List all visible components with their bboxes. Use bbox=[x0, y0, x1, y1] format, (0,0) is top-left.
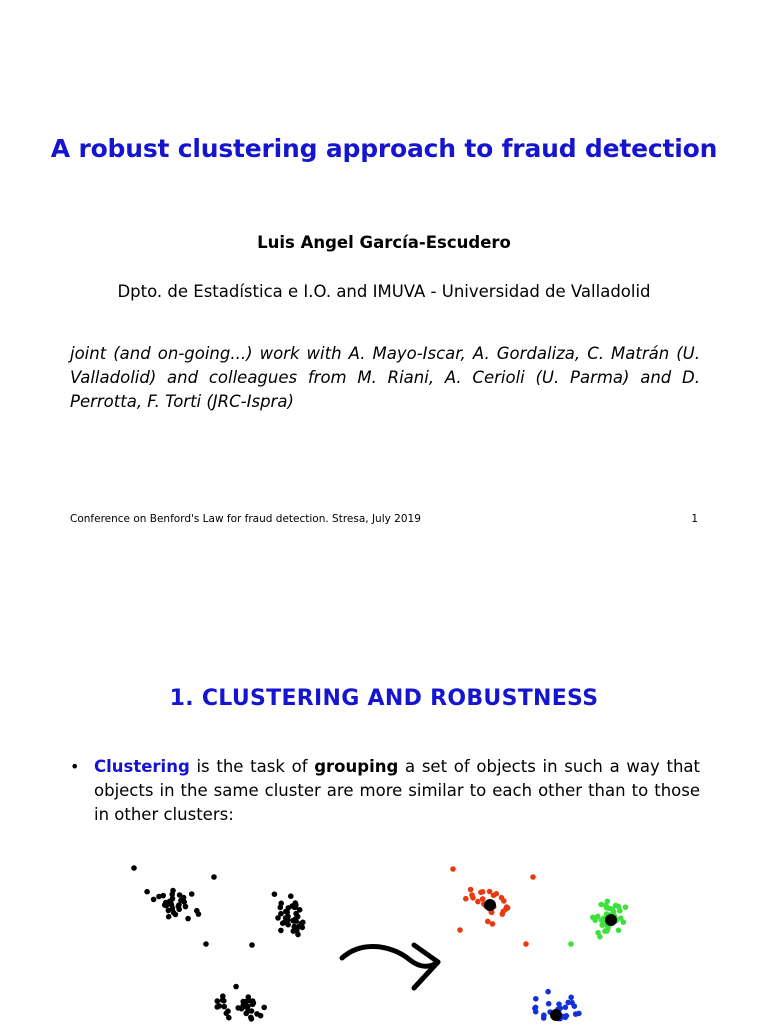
scatter-point bbox=[490, 921, 496, 927]
scatter-point bbox=[546, 1001, 552, 1007]
scatter-point bbox=[590, 915, 596, 921]
scatter-point bbox=[469, 892, 475, 898]
scatter-point bbox=[249, 1008, 255, 1014]
scatter-point bbox=[563, 1015, 569, 1021]
scatter-point bbox=[285, 922, 291, 928]
scatter-point bbox=[222, 1004, 228, 1010]
collaborators-note: joint (and on-going...) work with A. Mayo-Iscar, A. Gordaliza, C. Matrán (U. Valladolid) and colleagues from M. Riani, A. Cerioli (U. Parma) and D. Perrotta, F. Torti (JRC-Ispra) bbox=[70, 344, 700, 411]
scatter-point bbox=[166, 914, 172, 920]
scatter-point bbox=[616, 928, 622, 934]
scatter-point bbox=[602, 928, 608, 934]
scatter-point bbox=[478, 890, 484, 896]
scatter-point bbox=[162, 902, 168, 908]
scatter-point bbox=[576, 1011, 582, 1017]
scatter-point bbox=[545, 989, 551, 995]
scatter-point bbox=[203, 941, 209, 947]
scatter-point bbox=[151, 897, 157, 903]
slide-title: A robust clustering approach to fraud detection bbox=[50, 134, 718, 163]
scatter-point bbox=[243, 1011, 249, 1017]
cluster-center bbox=[605, 914, 617, 926]
scatter-point bbox=[530, 874, 536, 880]
scatter-point bbox=[505, 905, 511, 911]
scatter-point bbox=[226, 1015, 232, 1021]
scatter-point bbox=[609, 906, 615, 912]
scatter-point bbox=[288, 893, 294, 899]
scatter-point bbox=[131, 865, 137, 871]
scatter-point bbox=[563, 1005, 569, 1011]
bullet-dot-icon: • bbox=[70, 757, 80, 776]
scatter-point bbox=[569, 1000, 575, 1006]
scatter-point bbox=[300, 925, 306, 931]
scatter-point bbox=[250, 1002, 256, 1008]
scatter-point bbox=[533, 996, 539, 1002]
scatter-point bbox=[220, 997, 226, 1003]
scatter-point bbox=[249, 1016, 255, 1022]
scatter-point bbox=[621, 919, 627, 925]
scatter-point bbox=[595, 914, 601, 920]
scatter-point bbox=[189, 891, 195, 897]
scatter-point bbox=[605, 899, 611, 905]
scatter-point bbox=[211, 874, 217, 880]
scatter-point bbox=[480, 896, 486, 902]
scatter-point bbox=[176, 902, 182, 908]
scatter-point bbox=[272, 891, 278, 897]
scatter-point bbox=[450, 866, 456, 872]
scatter-point bbox=[246, 994, 252, 1000]
scatter-point bbox=[196, 911, 202, 917]
scatter-point bbox=[183, 904, 189, 910]
scatter-point bbox=[556, 1001, 562, 1007]
scatter-point bbox=[468, 887, 474, 893]
scatter-point bbox=[240, 1003, 246, 1009]
scatter-point bbox=[254, 1011, 260, 1017]
bullet-text-part2: a set of objects in such a way that objects in the same cluster are more similar to each other than to those in other clusters: bbox=[94, 757, 700, 824]
scatter-point bbox=[623, 904, 629, 910]
scatter-point bbox=[283, 909, 289, 915]
scatter-point bbox=[177, 892, 183, 898]
scatter-point bbox=[457, 927, 463, 933]
scatter-point bbox=[249, 942, 255, 948]
scatter-point bbox=[463, 896, 469, 902]
unclustered-points bbox=[131, 865, 305, 1022]
scatter-point bbox=[617, 908, 623, 914]
scatter-point bbox=[494, 891, 500, 897]
scatter-point bbox=[214, 1004, 220, 1010]
scatter-point bbox=[261, 1005, 267, 1011]
scatter-point bbox=[541, 1015, 547, 1021]
scatter-point bbox=[300, 920, 306, 926]
bullet-text-part1: is the task of bbox=[189, 757, 315, 776]
scatter-point bbox=[295, 914, 301, 920]
scatter-point bbox=[278, 928, 284, 934]
scatter-point bbox=[144, 889, 150, 895]
scatter-point bbox=[278, 901, 284, 907]
cluster-center bbox=[484, 899, 496, 911]
scatter-point bbox=[297, 907, 303, 913]
affiliation: Dpto. de Estadística e I.O. and IMUVA - Universidad de Valladolid bbox=[117, 282, 651, 301]
cluster-green-points bbox=[568, 899, 628, 947]
section-title: 1. CLUSTERING AND ROBUSTNESS bbox=[169, 686, 599, 711]
footer-conference: Conference on Benford's Law for fraud detection. Stresa, July 2019 bbox=[70, 513, 421, 525]
scatter-point bbox=[595, 930, 601, 936]
scatter-point bbox=[501, 909, 507, 915]
scatter-point bbox=[523, 941, 529, 947]
scatter-point bbox=[293, 900, 299, 906]
scatter-point bbox=[568, 941, 574, 947]
scatter-point bbox=[215, 998, 221, 1004]
scatter-point bbox=[278, 911, 284, 917]
scatter-point bbox=[598, 902, 604, 908]
cluster-center bbox=[550, 1009, 562, 1021]
scatter-point bbox=[499, 895, 505, 901]
scatter-point bbox=[233, 984, 239, 990]
scatter-point bbox=[533, 1009, 539, 1015]
author-name: Luis Angel García-Escudero bbox=[257, 233, 511, 252]
scatter-point bbox=[225, 1008, 231, 1014]
scatter-point bbox=[171, 910, 177, 916]
scatter-point bbox=[185, 916, 191, 922]
scatter-point bbox=[568, 995, 574, 1001]
scatter-point bbox=[475, 899, 481, 905]
keyword-clustering: Clustering bbox=[94, 757, 190, 776]
page-number: 1 bbox=[691, 513, 698, 525]
scatter-point bbox=[160, 893, 166, 899]
scatter-point bbox=[170, 896, 176, 902]
keyword-grouping: grouping bbox=[314, 757, 399, 776]
